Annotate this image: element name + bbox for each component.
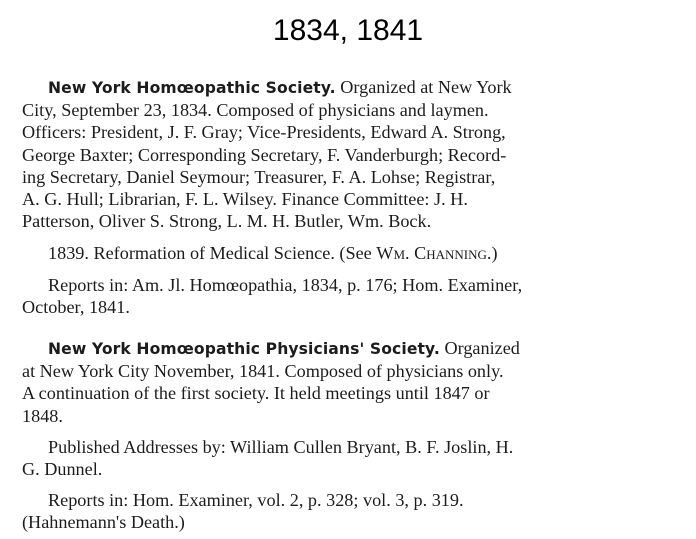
reports-entry-1 (22, 274, 686, 318)
page-title: 1834, 1841 (272, 14, 424, 47)
reports-entry-2 (22, 489, 686, 533)
entry-line: G. Dunnel. (22, 459, 103, 480)
entry-line: City, September 23, 1834. Composed of physicians and laymen. (22, 100, 489, 121)
entry-line: ing Secretary, Daniel Seymour; Treasurer, F. A. Lohse; Registrar, (22, 166, 496, 187)
entry-line: New York Homœopathic Physicians' Society. Organized (48, 338, 520, 359)
channing-reference: Wm. Channing. (376, 243, 492, 264)
society-heading: New York Homœopathic Physicians' Society. (48, 340, 440, 359)
entry-line: October, 1841. (22, 296, 130, 317)
entry-line: New York Homœopathic Society. Organized at New York (48, 77, 512, 97)
society-heading: New York Homœopathic Society. (48, 79, 336, 97)
entry-line: A continuation of the first society. It held meetings until 1847 or (22, 383, 490, 404)
document-body (22, 76, 686, 534)
entry-line: at New York City November, 1841. Composed of physicians only. (22, 361, 504, 382)
published-addresses (22, 436, 686, 480)
entry-line: Officers: President, J. F. Gray; Vice-Presidents, Edward A. Strong, (22, 122, 506, 143)
reformation-note: 1839. Reformation of Medical Science. (See Wm. Channing.) (48, 243, 498, 264)
entry-line: Reports in: Hom. Examiner, vol. 2, p. 328; vol. 3, p. 319. (48, 490, 464, 511)
entry-line: Published Addresses by: William Cullen Bryant, B. F. Joslin, H. (48, 436, 514, 457)
ny-physicians-society-entry (22, 337, 686, 427)
entry-line: Patterson, Oliver S. Strong, L. M. H. Butler, Wm. Bock. (22, 211, 432, 232)
entry-line: George Baxter; Corresponding Secretary, F. Vanderburgh; Record- (22, 144, 507, 165)
ny-homoeopathic-society-entry (22, 76, 686, 232)
entry-line: Reports in: Am. Jl. Homœopathia, 1834, p. 176; Hom. Examiner, (48, 274, 523, 295)
entry-line: A. G. Hull; Librarian, F. L. Wilsey. Finance Committee: J. H. (22, 189, 468, 210)
entry-line: 1848. (22, 405, 63, 426)
entry-line: (Hahnemann's Death.) (22, 512, 185, 533)
